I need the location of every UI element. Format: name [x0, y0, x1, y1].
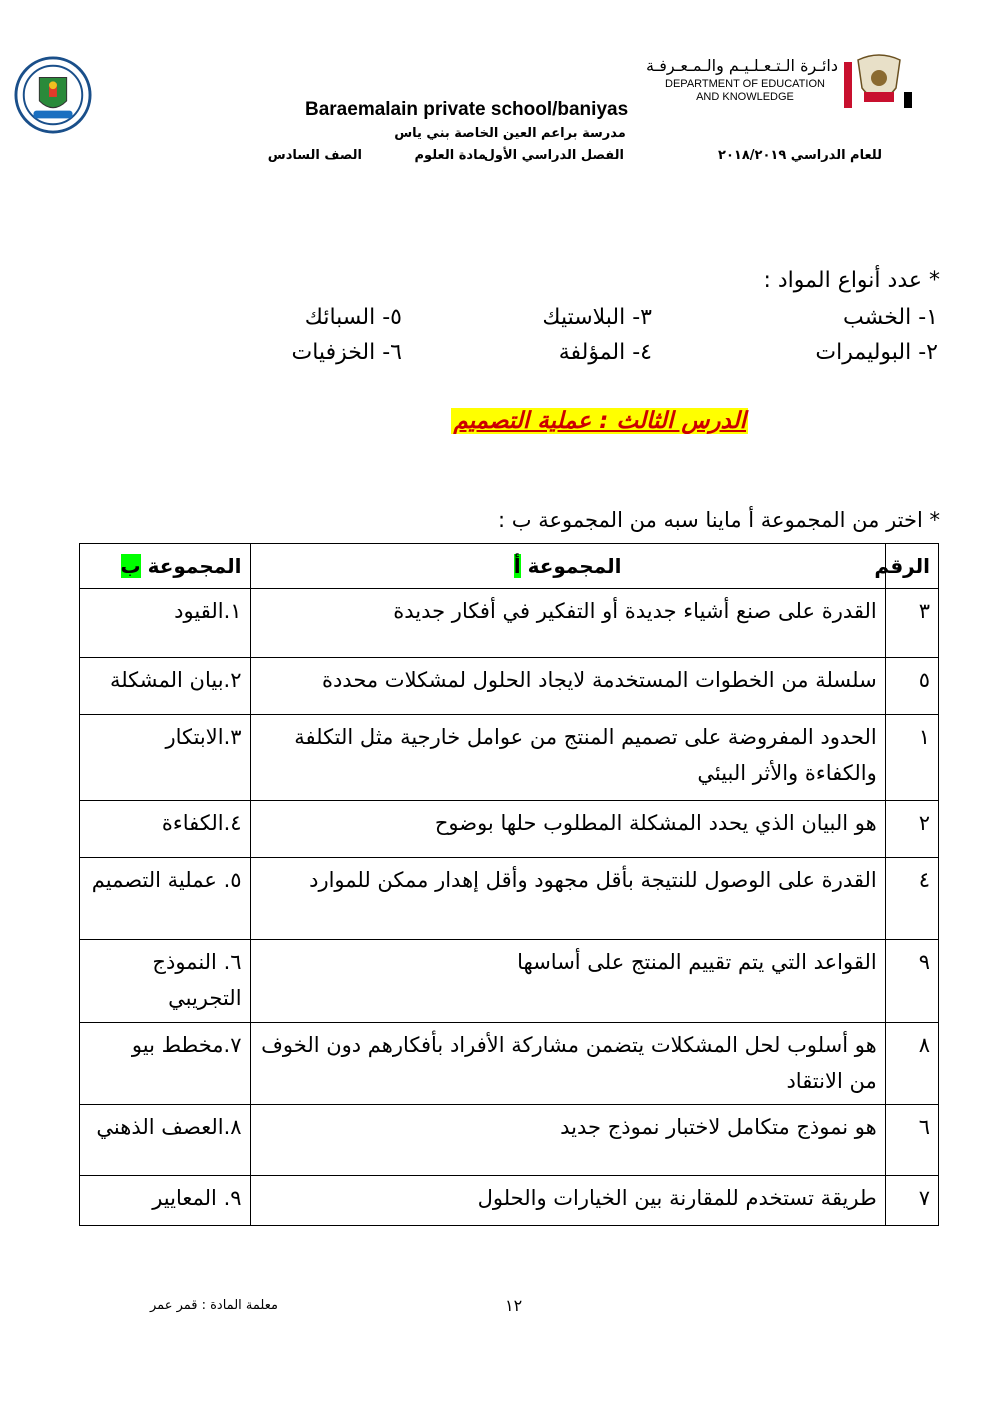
department-name-english-line1: DEPARTMENT OF EDUCATION [665, 78, 825, 90]
material-item: ١- الخشب [842, 305, 938, 330]
header-group-a-label: المجموعة [520, 554, 622, 578]
row-number: ٣ [885, 589, 938, 658]
material-item: ٢- البوليمرات [815, 340, 938, 365]
exercise-instruction: * اختر من المجموعة أ ماينا سبه من المجموعة ب : [498, 508, 940, 532]
group-b-term: ٢.بيان المشكلة [80, 658, 251, 715]
table-header-row [80, 544, 939, 589]
group-a-definition: هو أسلوب لحل المشكلات يتضمن مشاركة الأفراد بأفكارهم دون الخوف من الانتقاد [250, 1023, 885, 1105]
group-a-definition: الحدود المفروضة على تصميم المنتج من عوامل خارجية مثل التكلفة والكفاءة والأثر البيئي [250, 715, 885, 801]
row-number: ٦ [885, 1105, 938, 1176]
group-a-definition: هو البيان الذي يحدد المشكلة المطلوب حلها بوضوح [250, 801, 885, 858]
school-logo [14, 56, 92, 134]
department-name-arabic: دائـرة الـتـعـلـيـم والـمـعـرفـة [646, 56, 838, 75]
matching-table [79, 543, 939, 1226]
page-number: ١٢ [505, 1296, 523, 1315]
table-row [80, 1023, 939, 1105]
grade: الصف السادس [267, 148, 362, 163]
table-row [80, 1105, 939, 1176]
row-number: ٥ [885, 658, 938, 715]
row-number: ٢ [885, 801, 938, 858]
group-b-term: ٥. عملية التصميم [80, 858, 251, 940]
group-a-definition: القواعد التي يتم تقييم المنتج على أساسها [250, 940, 885, 1023]
table-row [80, 801, 939, 858]
lesson-title: الدرس الثالث : عملية التصميم [453, 408, 746, 434]
group-b-term: ٤.الكفاءة [80, 801, 251, 858]
row-number: ١ [885, 715, 938, 801]
row-number: ٤ [885, 858, 938, 940]
school-name-english: Baraemalain private school/baniyas [305, 99, 629, 120]
group-b-term: ٨.العصف الذهني [80, 1105, 251, 1176]
falcon-emblem-icon [842, 52, 916, 114]
table-row [80, 1176, 939, 1226]
header-group-b [80, 544, 251, 589]
school-name-arabic: مدرسة براعم العين الخاصة بني ياس [394, 126, 626, 141]
group-b-term: ٧.مخطط بيو [80, 1023, 251, 1105]
subject: مادة العلوم [414, 148, 486, 163]
teacher-name: معلمة المادة : قمر عمر [150, 1298, 278, 1313]
academic-year: للعام الدراسي ٢٠١٨/٢٠١٩ [718, 148, 882, 163]
department-name-english [652, 78, 838, 104]
material-item: ٦- الخزفيات [291, 340, 402, 365]
table-row [80, 589, 939, 658]
department-name-english-line2: AND KNOWLEDGE [696, 91, 794, 103]
group-a-definition: طريقة تستخدم للمقارنة بين الخيارات والحلول [250, 1176, 885, 1226]
row-number: ٨ [885, 1023, 938, 1105]
table-row [80, 658, 939, 715]
header-group-b-label: المجموعة [140, 554, 242, 578]
term: الفصل الدراسي الأول [483, 148, 624, 163]
group-b-term: ٣.الابتكار [80, 715, 251, 801]
group-a-definition: هو نموذج متكامل لاختبار نموذج جديد [250, 1105, 885, 1176]
table-row [80, 715, 939, 801]
header-group-a [250, 544, 885, 589]
header-group-a-letter: أ [513, 554, 521, 578]
group-a-definition: القدرة على الوصول للنتيجة بأقل مجهود وأقل إهدار ممكن للموارد [250, 858, 885, 940]
row-number: ٩ [885, 940, 938, 1023]
material-item: ٥- السبائك [304, 305, 402, 330]
group-b-term: ١.القيود [80, 589, 251, 658]
group-b-term: ٩. المعايير [80, 1176, 251, 1226]
materials-heading: * عدد أنواع المواد : [763, 268, 940, 293]
header-number: الرقم [885, 544, 938, 589]
table-row [80, 940, 939, 1023]
header-group-b-letter: ب [120, 554, 141, 578]
material-item: ٤- المؤلفة [558, 340, 652, 365]
group-a-definition: القدرة على صنع أشياء جديدة أو التفكير في أفكار جديدة [250, 589, 885, 658]
group-b-term: ٦. النموذج التجريبي [80, 940, 251, 1023]
material-item: ٣- البلاستيك [542, 305, 652, 330]
group-a-definition: سلسلة من الخطوات المستخدمة لايجاد الحلول لمشكلات محددة [250, 658, 885, 715]
row-number: ٧ [885, 1176, 938, 1226]
table-row [80, 858, 939, 940]
